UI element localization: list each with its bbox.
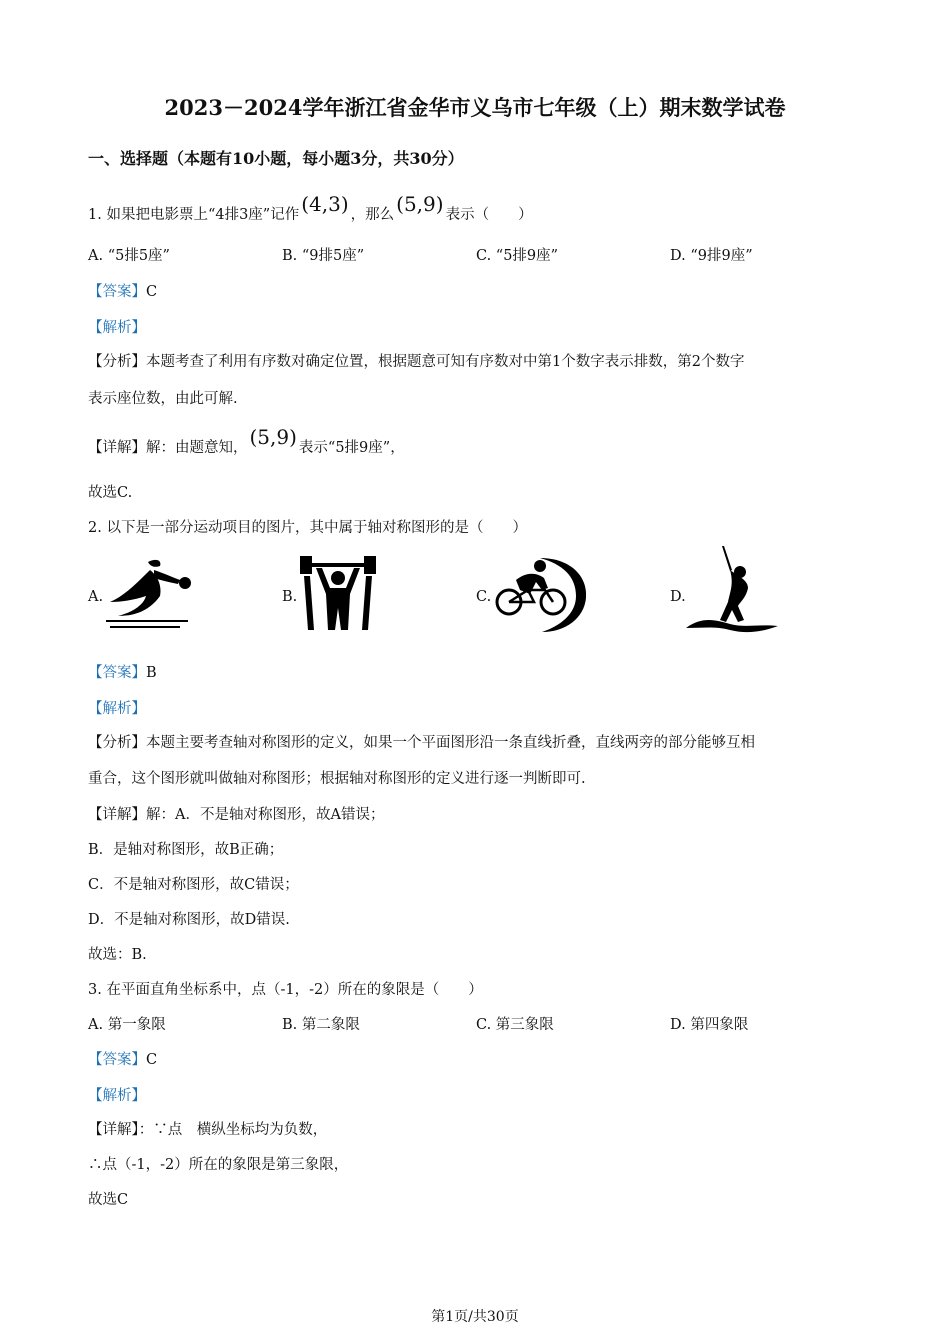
q1-option-b: B. “9排5座” [282, 248, 365, 264]
q2-label-d: D. [670, 589, 686, 605]
q3-jiexi: 【解析】 [88, 1088, 146, 1104]
page-title: 2023－2024学年浙江省金华市义乌市七年级（上）期末数学试卷 [164, 95, 786, 120]
q3-stem: 3. 在平面直角坐标系中，点（-1，-2）所在的象限是（ ） [88, 982, 483, 998]
golf-figure [686, 544, 780, 634]
q2-jiexi: 【解析】 [88, 701, 146, 717]
q1-option-d: D. “9排9座” [670, 248, 753, 264]
cycling-figure [490, 554, 590, 634]
q2-detail-3: C．不是轴对称图形，故C错误； [88, 877, 299, 893]
q2-detail-2: B．是轴对称图形，故B正确； [88, 842, 284, 858]
q3-option-b: B. 第二象限 [282, 1017, 360, 1033]
q3-option-c: C. 第三象限 [476, 1017, 554, 1033]
q1-math-a: (4,3) [301, 192, 349, 216]
volleyball-figure [104, 556, 196, 634]
q3-detail-1: 【详解】：∵点 横纵坐标均为负数， [88, 1122, 328, 1138]
q1-conclusion: 故选C. [88, 485, 133, 501]
q2-analysis-1: 【分析】本题主要考查轴对称图形的定义，如果一个平面图形沿一条直线折叠，直线两旁的部分能够互相 [88, 735, 755, 751]
q1-analysis-1: 【分析】本题考查了利用有序数对确定位置，根据题意可知有序数对中第1个数字表示排数，第2个数字 [88, 354, 745, 370]
q2-conclusion: 故选：B. [88, 947, 147, 963]
q2-label-a: A. [88, 589, 104, 605]
q2-detail-4: D．不是轴对称图形，故D错误. [88, 912, 290, 928]
q2-label-b: B. [282, 589, 298, 605]
q2-label-c: C. [476, 589, 492, 605]
section-heading: 一、选择题（本题有10小题，每小题3分，共30分） [88, 149, 464, 168]
q1-option-a: A. “5排5座” [88, 248, 170, 264]
q1-math-b: (5,9) [396, 192, 444, 216]
q1-detail-math: (5,9) [249, 425, 297, 449]
q1-analysis-2: 表示座位数，由此可解. [88, 391, 238, 407]
q1-detail: 【详解】解：由题意知， (5,9) 表示“5排9座”， [88, 425, 405, 456]
q1-stem: 1. 如果把电影票上“4排3座”记作 (4,3) ，那么 (5,9) 表示（ ） [88, 192, 533, 223]
page-footer: 第1页/共30页 [431, 1309, 519, 1325]
q2-answer: 【答案】B [88, 665, 157, 681]
q2-stem: 2. 以下是一部分运动项目的图片，其中属于轴对称图形的是（ ） [88, 520, 527, 536]
q3-option-d: D. 第四象限 [670, 1017, 749, 1033]
q3-option-a: A. 第一象限 [88, 1017, 166, 1033]
q3-detail-2: ∴点（-1，-2）所在的象限是第三象限， [88, 1157, 349, 1173]
weightlifting-figure [298, 554, 378, 634]
q2-analysis-2: 重合，这个图形就叫做轴对称图形；根据轴对称图形的定义进行逐一判断即可. [88, 771, 586, 787]
q1-option-c: C. “5排9座” [476, 248, 559, 264]
q1-jiexi: 【解析】 [88, 320, 146, 336]
q1-answer: 【答案】C [88, 284, 158, 300]
q3-conclusion: 故选C [88, 1192, 129, 1208]
q3-answer: 【答案】C [88, 1052, 158, 1068]
q2-detail-1: 【详解】解：A．不是轴对称图形，故A错误； [88, 807, 385, 823]
